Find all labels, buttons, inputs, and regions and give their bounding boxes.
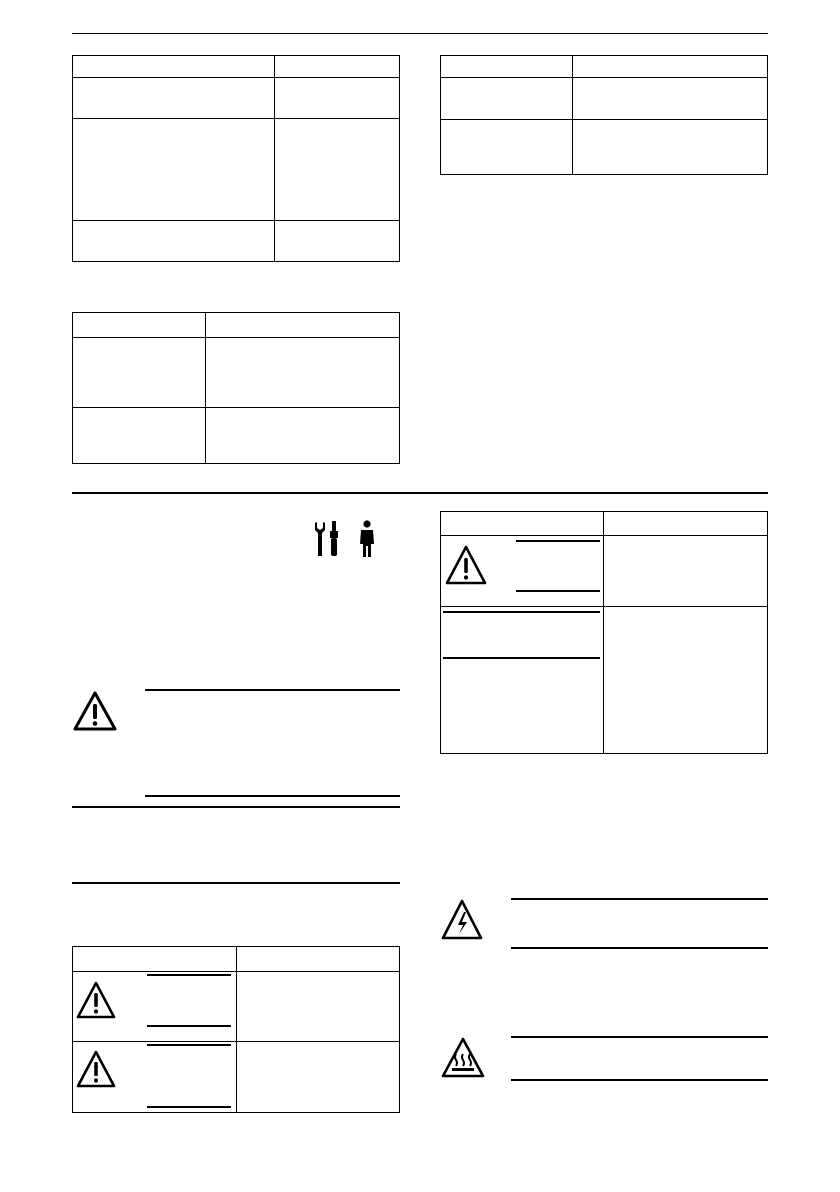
note-rule-top (72, 806, 400, 808)
wrench-screwdriver-icon (314, 521, 344, 557)
warning-icon (75, 980, 117, 1020)
table-top-left-2 (72, 312, 400, 464)
warning-rule-top (145, 689, 400, 691)
signal-word-rule (516, 540, 600, 542)
table-top-right (440, 55, 768, 175)
warning-icon (75, 1049, 117, 1089)
table-row-rule (73, 407, 399, 408)
signal-word-rule (147, 1044, 231, 1046)
table-hazard-bottom-left (72, 946, 400, 1113)
signal-word-rule (147, 1025, 231, 1027)
note-rule-bottom (72, 882, 400, 884)
table-header-rule (441, 77, 767, 78)
table-column-divider (274, 56, 275, 261)
warning-icon (444, 544, 488, 586)
signal-word-rule (516, 590, 600, 592)
table-row-rule (441, 119, 767, 120)
table-header-rule (73, 337, 399, 338)
section-divider (72, 492, 768, 494)
table-header-rule (73, 77, 399, 78)
hot-surface-icon (440, 1036, 486, 1080)
signal-word-rule (443, 657, 600, 659)
electrical-hazard-rule-top (511, 898, 768, 900)
table-row-rule (73, 118, 399, 119)
signal-word-rule (147, 974, 231, 976)
electrical-hazard-icon (440, 898, 484, 942)
warning-rule-bottom (145, 795, 400, 797)
signal-word-rule (443, 611, 600, 613)
table-row-rule (73, 220, 399, 221)
signal-word-rule (147, 1106, 231, 1108)
table-column-divider (603, 512, 604, 753)
table-row-rule (441, 606, 767, 607)
table-row-rule (73, 1041, 399, 1042)
table-top-left-1 (72, 55, 400, 262)
warning-icon (72, 690, 118, 732)
table-header-rule (441, 535, 767, 536)
hot-surface-rule-bottom (511, 1079, 768, 1081)
table-hazard-right (440, 511, 768, 754)
table-column-divider (205, 313, 206, 463)
electrical-hazard-rule-bottom (511, 947, 768, 949)
hot-surface-rule-top (511, 1036, 768, 1038)
person-icon (359, 520, 375, 558)
table-header-rule (73, 971, 399, 972)
header-rule (72, 33, 768, 34)
table-column-divider (572, 56, 573, 174)
